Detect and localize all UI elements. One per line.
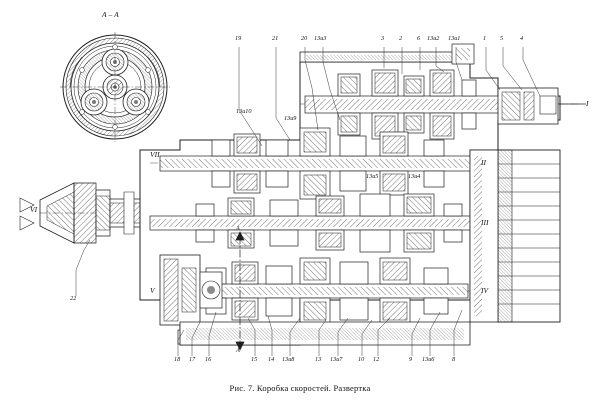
callout-13i6: 13и6 bbox=[422, 356, 435, 363]
right-finned-block bbox=[470, 150, 560, 322]
axis-label-III: III bbox=[481, 218, 489, 227]
callout-12: 12 bbox=[373, 356, 380, 363]
callout-19: 19 bbox=[235, 35, 242, 42]
callout-13i4: 13и4 bbox=[408, 173, 421, 180]
callout-14: 14 bbox=[268, 356, 275, 363]
tolerance-marks bbox=[20, 198, 34, 230]
callout-16: 16 bbox=[205, 356, 212, 363]
housing-top-band bbox=[300, 44, 474, 64]
callout-22: 22 bbox=[70, 295, 77, 302]
callout-8: 8 bbox=[452, 356, 456, 363]
callout-17: 17 bbox=[189, 356, 196, 363]
section-title: А – А bbox=[102, 10, 119, 19]
axis-label-VII: VII bbox=[150, 150, 160, 159]
section-mark-a-bottom: А bbox=[236, 347, 240, 354]
callout-15: 15 bbox=[251, 356, 258, 363]
leader-line-22 bbox=[76, 240, 90, 296]
callout-2: 2 bbox=[399, 35, 403, 42]
callout-3: 3 bbox=[381, 35, 385, 42]
callout-5: 5 bbox=[500, 35, 504, 42]
left-cone-assembly bbox=[40, 183, 140, 243]
callout-10: 10 bbox=[358, 356, 365, 363]
callout-13: 13 bbox=[315, 356, 322, 363]
housing-pan bbox=[180, 322, 470, 345]
callout-1: 1 bbox=[483, 35, 487, 42]
callout-13i7: 13и7 bbox=[330, 356, 343, 363]
callout-18: 18 bbox=[174, 356, 181, 363]
callout-13i5: 13и5 bbox=[366, 173, 379, 180]
shaft-I bbox=[300, 70, 586, 139]
callout-13i3: 13и3 bbox=[314, 35, 327, 42]
callout-20: 20 bbox=[301, 35, 308, 42]
callout-13i9: 13и9 bbox=[284, 115, 297, 122]
section-aa-view bbox=[60, 32, 170, 142]
section-mark-a-top: А bbox=[236, 225, 240, 232]
axis-label-V: V bbox=[150, 286, 155, 295]
callout-13i8: 13и8 bbox=[282, 356, 295, 363]
axis-label-VI: VI bbox=[30, 205, 38, 214]
axis-label-I: I bbox=[586, 99, 589, 108]
axis-label-II: II bbox=[481, 158, 486, 167]
callout-21: 21 bbox=[272, 35, 279, 42]
callout-4: 4 bbox=[520, 35, 524, 42]
callout-6: 6 bbox=[417, 35, 421, 42]
callout-13i2: 13и2 bbox=[427, 35, 440, 42]
axis-label-IV: IV bbox=[481, 286, 489, 295]
drawing-strokes bbox=[20, 32, 586, 356]
callout-9: 9 bbox=[409, 356, 413, 363]
figure-caption: Рис. 7. Коробка скоростей. Развертка bbox=[229, 383, 371, 393]
callout-13i10: 13и10 bbox=[236, 108, 252, 115]
callout-13i1: 13и1 bbox=[448, 35, 461, 42]
